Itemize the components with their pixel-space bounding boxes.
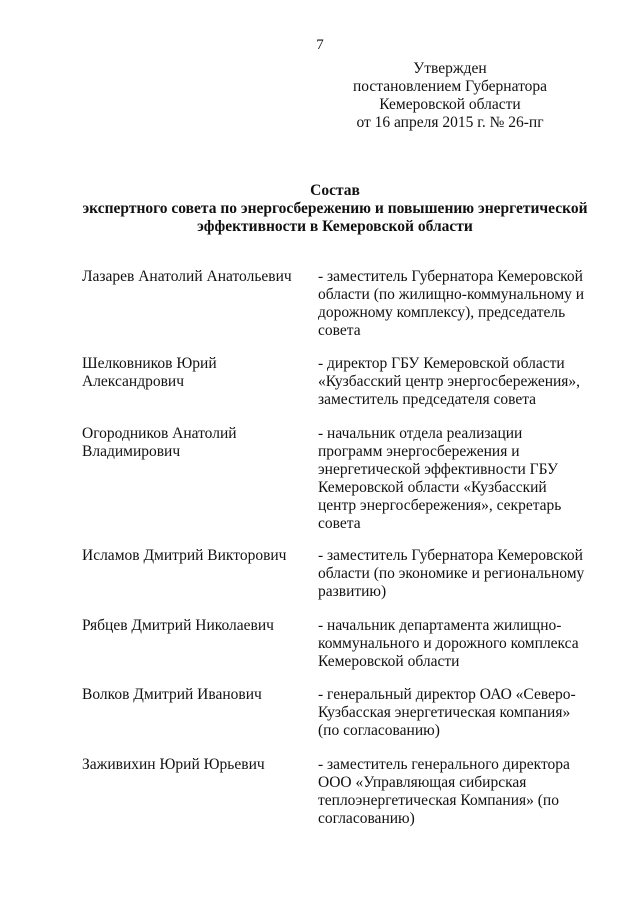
member-entry [82,425,602,547]
member-name [82,617,302,635]
member-role-line: заместитель председателя совета [318,391,537,408]
member-role-line: энергетической эффективности ГБУ [318,461,558,478]
member-name [82,268,302,286]
member-entry [82,547,602,617]
document-title [40,182,630,236]
member-name-line: Александрович [82,373,184,390]
member-name-line: Волков Дмитрий Иванович [82,686,262,703]
member-role-line: Кемеровской области [318,653,460,670]
member-entry [82,355,602,425]
member-name-line: Владимирович [82,443,181,460]
member-name [82,756,302,774]
member-role-line: - заместитель Губернатора Кемеровской [318,268,583,285]
member-name-line: Заживихин Юрий Юрьевич [82,756,265,773]
member-role-line: Кемеровской области «Кузбасский [318,479,547,496]
member-entry [82,686,602,756]
members-list [82,268,602,836]
member-entry [82,268,602,355]
member-role-line: теплоэнергетическая Компания» (по [318,792,559,809]
title-line: экспертного совета по энергосбережению и повышению энергетической [82,200,588,217]
member-role-line: области (по жилищно-коммунальному и [318,286,585,303]
member-name [82,547,302,565]
member-name [82,425,302,461]
member-role-line: (по согласованию) [318,722,440,739]
member-name-line: Исламов Дмитрий Викторович [82,547,287,564]
member-role [318,425,608,533]
page-number: 7 [316,37,324,53]
member-role-line: области (по экономике и региональному [318,565,585,582]
approval-line: от 16 апреля 2015 г. № 26-пг [356,114,544,131]
member-role-line: Кузбасская энергетическая компания» [318,704,571,721]
title-line: эффективности в Кемеровской области [197,218,473,235]
member-name [82,686,302,704]
member-role-line: - директор ГБУ Кемеровской области [318,355,565,372]
member-name-line: Шелковников Юрий [82,355,217,372]
member-name-line: Лазарев Анатолий Анатольевич [82,268,292,285]
member-role-line: - заместитель генерального директора [318,756,570,773]
member-name [82,355,302,391]
member-role [318,268,608,340]
member-name-line: Огородников Анатолий [82,425,237,442]
member-role-line: коммунального и дорожного комплекса [318,635,579,652]
member-role-line: ООО «Управляющая сибирская [318,774,527,791]
member-role-line: - начальник отдела реализации [318,425,523,442]
approval-line: Утвержден [413,60,487,77]
member-role-line: развитию) [318,583,387,600]
member-role-line: - заместитель Губернатора Кемеровской [318,547,583,564]
member-role-line: программ энергосбережения и [318,443,520,460]
member-role [318,686,608,740]
member-role-line: дорожному комплексу), председатель [318,304,566,321]
member-role [318,355,608,409]
member-role [318,547,608,601]
approval-stamp [320,60,580,132]
member-role-line: - начальник департамента жилищно- [318,617,562,634]
member-role-line: совета [318,515,361,532]
member-role [318,756,608,828]
member-name-line: Рябцев Дмитрий Николаевич [82,617,274,634]
member-entry [82,617,602,686]
title-line: Состав [310,182,360,199]
member-entry [82,756,602,836]
member-role-line: - генеральный директор ОАО «Северо- [318,686,576,703]
approval-line: Кемеровской области [379,96,521,113]
member-role-line: «Кузбасский центр энергосбережения», [318,373,581,390]
member-role-line: совета [318,322,361,339]
member-role [318,617,608,671]
member-role-line: согласованию) [318,810,415,827]
approval-line: постановлением Губернатора [352,78,548,95]
member-role-line: центр энергосбережения», секретарь [318,497,562,514]
